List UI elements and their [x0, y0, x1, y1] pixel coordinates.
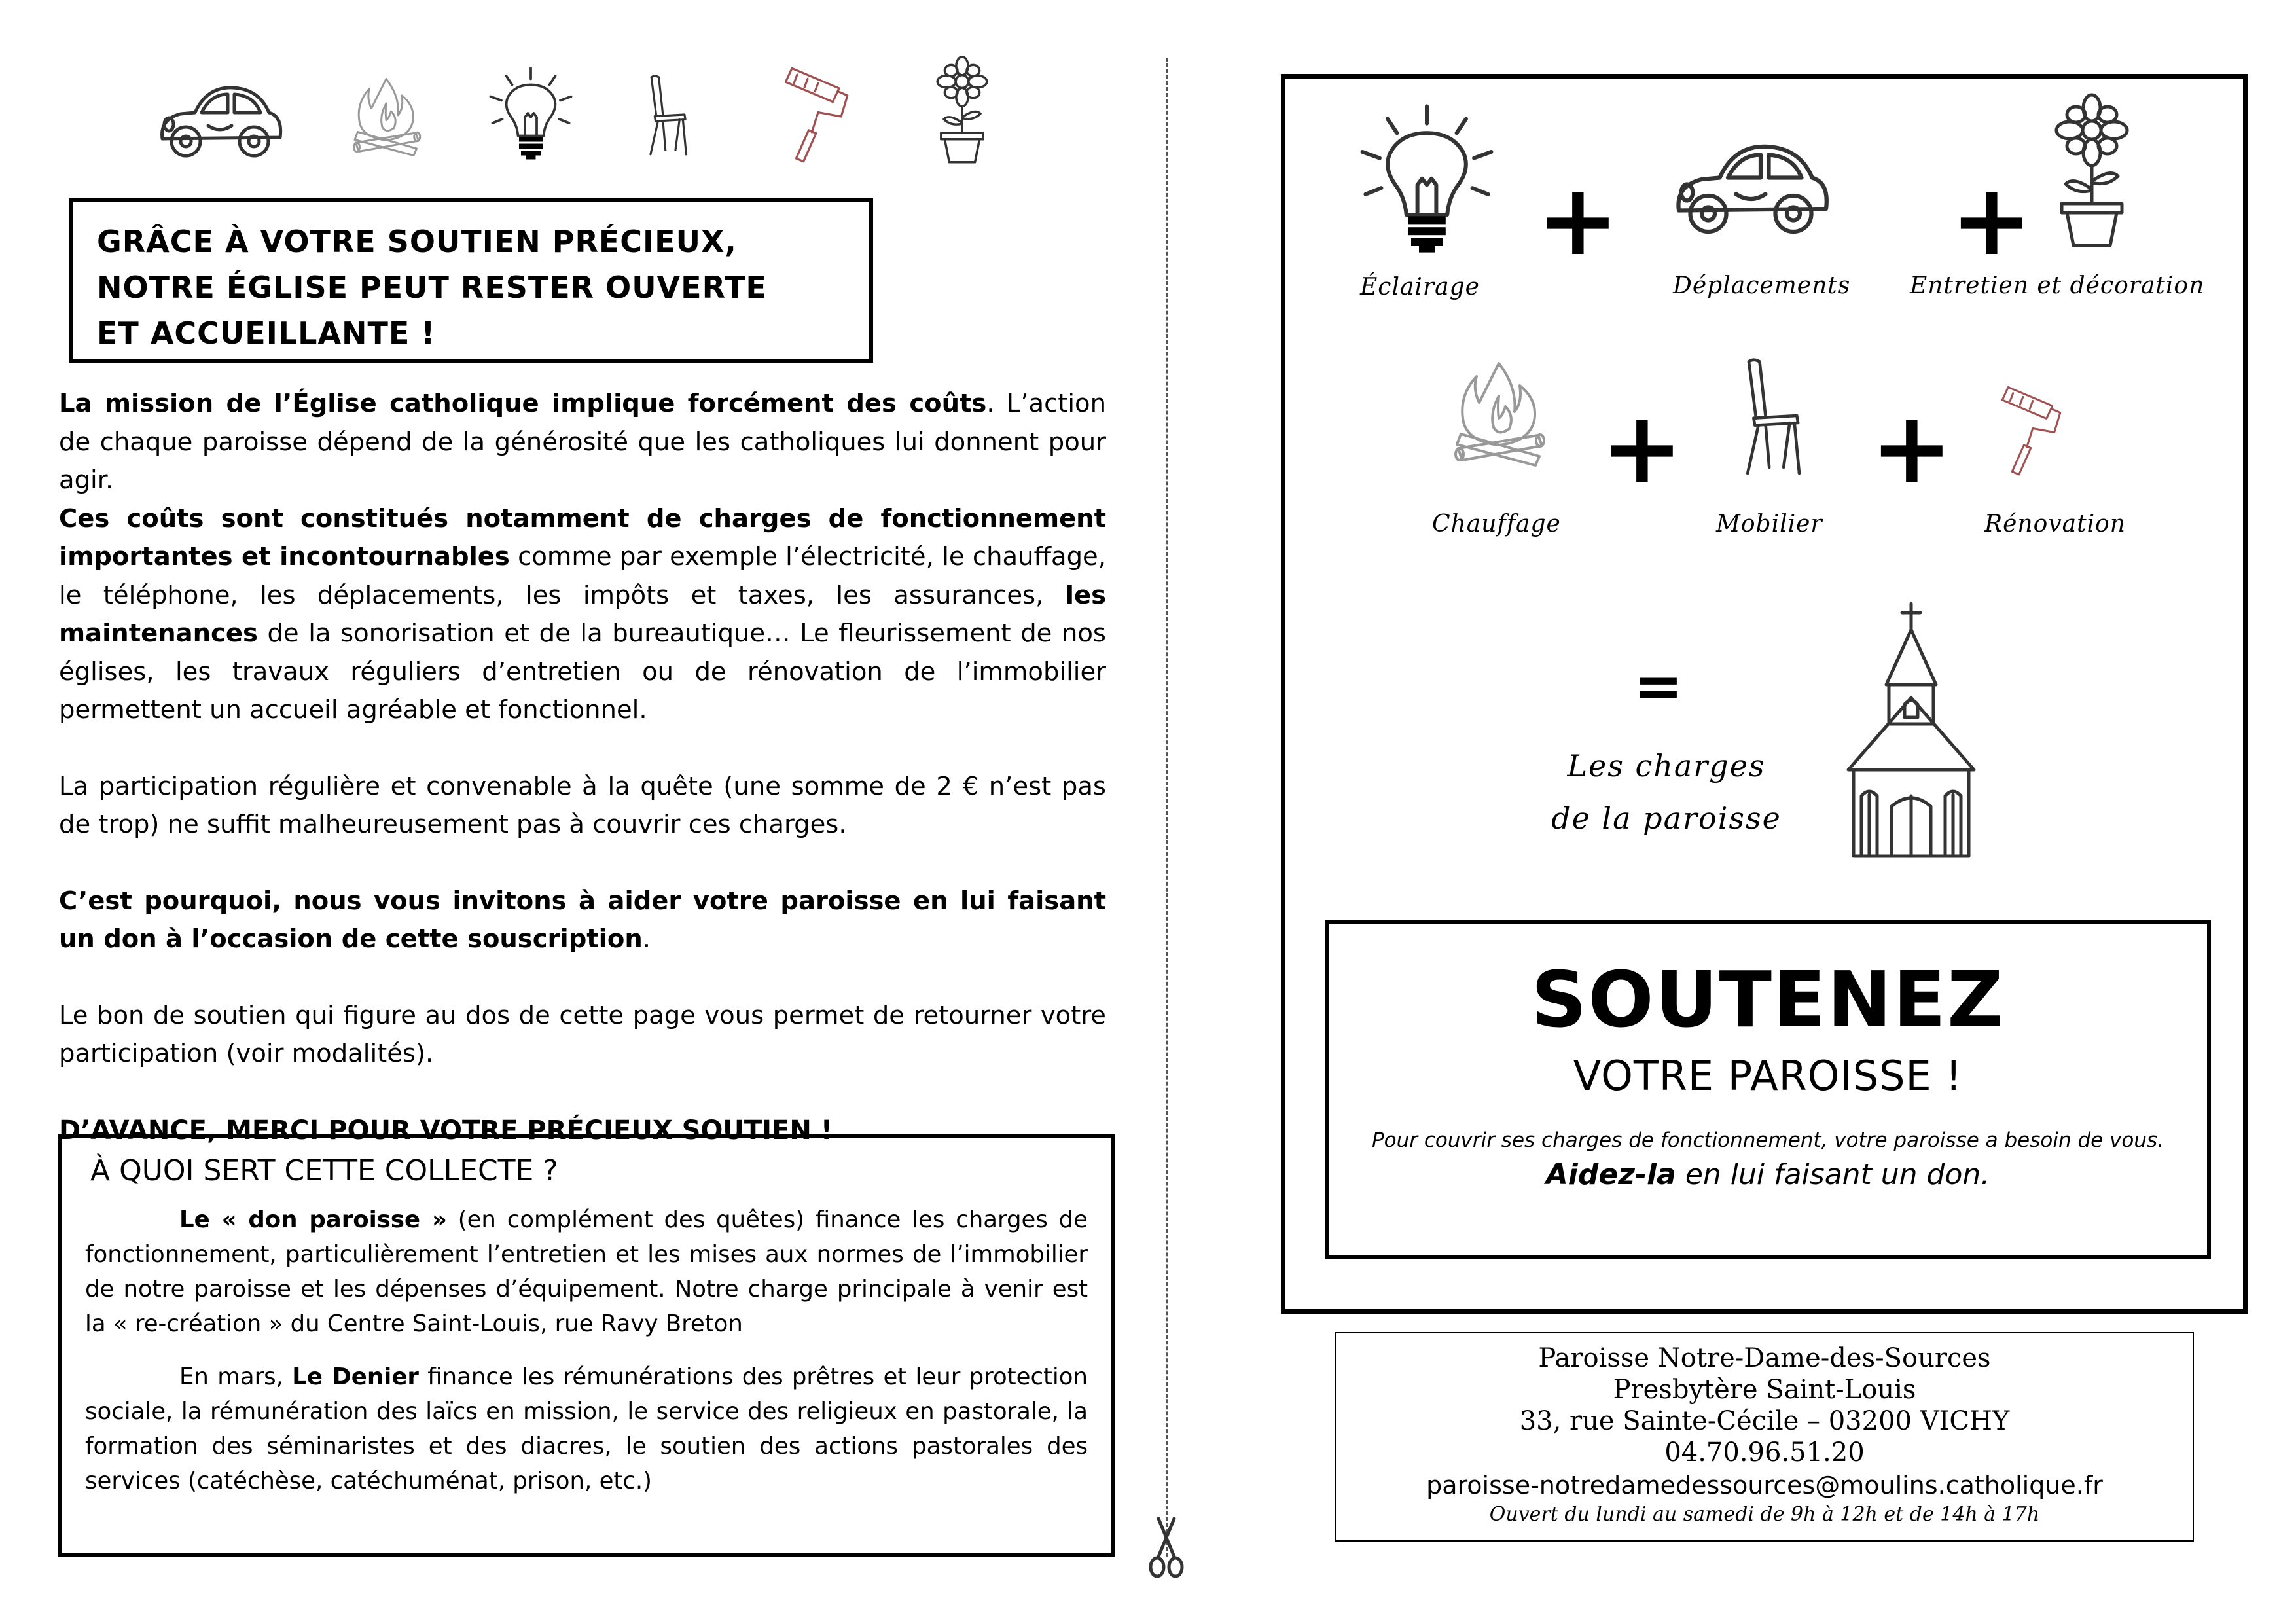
- quete-paragraph: La participation régulière et convenable à la quête (une somme de 2 € n’est pas de trop) ne suffit malheureusement pas à couvrir ces charges.: [59, 771, 1106, 839]
- contact-box: [1335, 1332, 2194, 1542]
- aidez-bold: Aidez-la: [1545, 1158, 1676, 1191]
- label-mobilier: Mobilier: [1716, 511, 1823, 537]
- plus-sign: +: [1601, 391, 1683, 505]
- bon-paragraph: Le bon de soutien qui figure au dos de cette page vous permet de retourner votre participation (voir modalités).: [59, 1000, 1106, 1068]
- charges-line-2: de la paroisse: [1551, 801, 1782, 836]
- label-deplacements: Déplacements: [1673, 272, 1851, 299]
- aidez-rest: en lui faisant un don.: [1676, 1158, 1990, 1191]
- plus-sign: +: [1537, 164, 1619, 278]
- cut-line: [1166, 58, 1168, 1557]
- headline-line-3: ET ACCUEILLANTE !: [97, 316, 436, 351]
- flower-pot-icon: [2039, 89, 2144, 253]
- mission-bold: La mission de l’Église catholique implique forcément des coûts: [59, 389, 987, 418]
- costs-bold-2: les maintenances: [59, 580, 1106, 648]
- costs-paragraph: [59, 500, 1106, 730]
- lightbulb-icon: [1348, 97, 1505, 254]
- charges-line-1: Les charges: [1567, 748, 1766, 784]
- don-paroisse-paragraph: [85, 1202, 1088, 1341]
- besoin-text: Pour couvrir ses charges de fonctionnement, votre paroisse a besoin de vous.: [1371, 1128, 2164, 1152]
- scissors-icon: [1147, 1515, 1186, 1580]
- church-icon: [1839, 600, 1983, 861]
- headline-line-2: NOTRE ÉGLISE PEUT RESTER OUVERTE: [97, 270, 767, 305]
- paint-roller-icon: [1992, 378, 2068, 477]
- label-entretien: Entretien et décoration: [1910, 272, 2205, 299]
- headline-box: [69, 198, 873, 363]
- plus-sign: +: [1871, 391, 1953, 505]
- lightbulb-icon: [482, 59, 580, 164]
- headline-line-1: GRÂCE À VOTRE SOUTIEN PRÉCIEUX,: [97, 224, 737, 259]
- denier-paragraph: [85, 1360, 1088, 1498]
- invitation-end: .: [642, 924, 651, 954]
- plus-sign: +: [1950, 164, 2033, 278]
- soutenez-box: [1325, 920, 2211, 1259]
- label-chauffage: Chauffage: [1432, 511, 1561, 537]
- costs-end: de la sonorisation et de la bureautique… Le fleurissement de nos églises, les travaux réguliers d’entretien ou de rénovation de l’immobilier permettent un accueil agréable et fonctionnel.: [59, 619, 1106, 725]
- body-text: [59, 385, 1106, 1149]
- contact-name: Paroisse Notre-Dame-des-Sources: [1538, 1343, 1991, 1373]
- don-paroisse-rest: (en complément des quêtes) finance les charges de fonctionnement, particulièrement l’entretien et les mises aux normes de l’immobilier de notre paroisse et les dépenses d’équipement. Notre charge principale à venir est la « re-création » du Centre Saint-Louis, rue Ravy Breton: [85, 1206, 1088, 1337]
- aidez-text: [1329, 1156, 2207, 1194]
- contact-address: 33, rue Sainte-Cécile – 03200 VICHY: [1519, 1406, 2010, 1436]
- flower-pot-icon: [925, 55, 999, 165]
- contact-email[interactable]: paroisse-notredamedessources@moulins.catholique.fr: [1426, 1471, 2103, 1500]
- label-eclairage: Éclairage: [1360, 274, 1480, 300]
- mission-rest: . L’action de chaque paroisse dépend de la générosité que les catholiques lui donnent pour agir.: [59, 389, 1106, 495]
- contact-hours: Ouvert du lundi au samedi de 9h à 12h et de 14h à 17h: [1489, 1503, 2040, 1526]
- paint-roller-icon: [776, 59, 855, 164]
- fire-icon: [347, 64, 425, 162]
- car-icon: [154, 73, 285, 165]
- chair-icon: [641, 67, 691, 162]
- soutenez-title: SOUTENEZ: [1531, 954, 2005, 1045]
- invitation-bold: C’est pourquoi, nous vous invitons à aider votre paroisse en lui faisant un don à l’occasion de cette souscription: [59, 886, 1106, 954]
- denier-start: En mars,: [179, 1363, 293, 1390]
- mission-paragraph: [59, 385, 1106, 500]
- denier-rest: finance les rémunérations des prêtres et leur protection sociale, la rémunération des laïcs en mission, le service des religieux en pastorale, la formation des séminaristes et des diacres, le soutien des actions pastorales des services (catéchèse, catéchuménat, prison, etc.): [85, 1363, 1088, 1494]
- charges-caption: [1503, 740, 1830, 844]
- collecte-box: [58, 1134, 1115, 1557]
- costs-mid: comme par exemple l’électricité, le chauffage, le téléphone, les déplacements, les impôts et taxes, les assurances,: [59, 542, 1106, 610]
- soutenez-subtitle: VOTRE PAROISSE !: [1573, 1052, 1963, 1100]
- label-renovation: Rénovation: [1984, 511, 2126, 537]
- collecte-title: À QUOI SERT CETTE COLLECTE ?: [90, 1154, 558, 1187]
- don-paroisse-bold: Le « don paroisse »: [179, 1206, 447, 1233]
- equals-sign: =: [1634, 652, 1683, 721]
- costs-bold: Ces coûts sont constitués notamment de charges de fonctionnement importantes et incontournables: [59, 503, 1106, 571]
- fire-icon: [1446, 340, 1551, 478]
- contact-phone: 04.70.96.51.20: [1664, 1437, 1865, 1468]
- contact-presbytere: Presbytère Saint-Louis: [1613, 1375, 1916, 1405]
- invitation-paragraph: [59, 882, 1106, 959]
- denier-bold: Le Denier: [292, 1363, 419, 1390]
- thanks-line: D’AVANCE, MERCI POUR VOTRE PRÉCIEUX SOUTIEN !: [59, 1115, 833, 1146]
- car-icon: [1669, 128, 1833, 244]
- chair-icon: [1734, 353, 1806, 478]
